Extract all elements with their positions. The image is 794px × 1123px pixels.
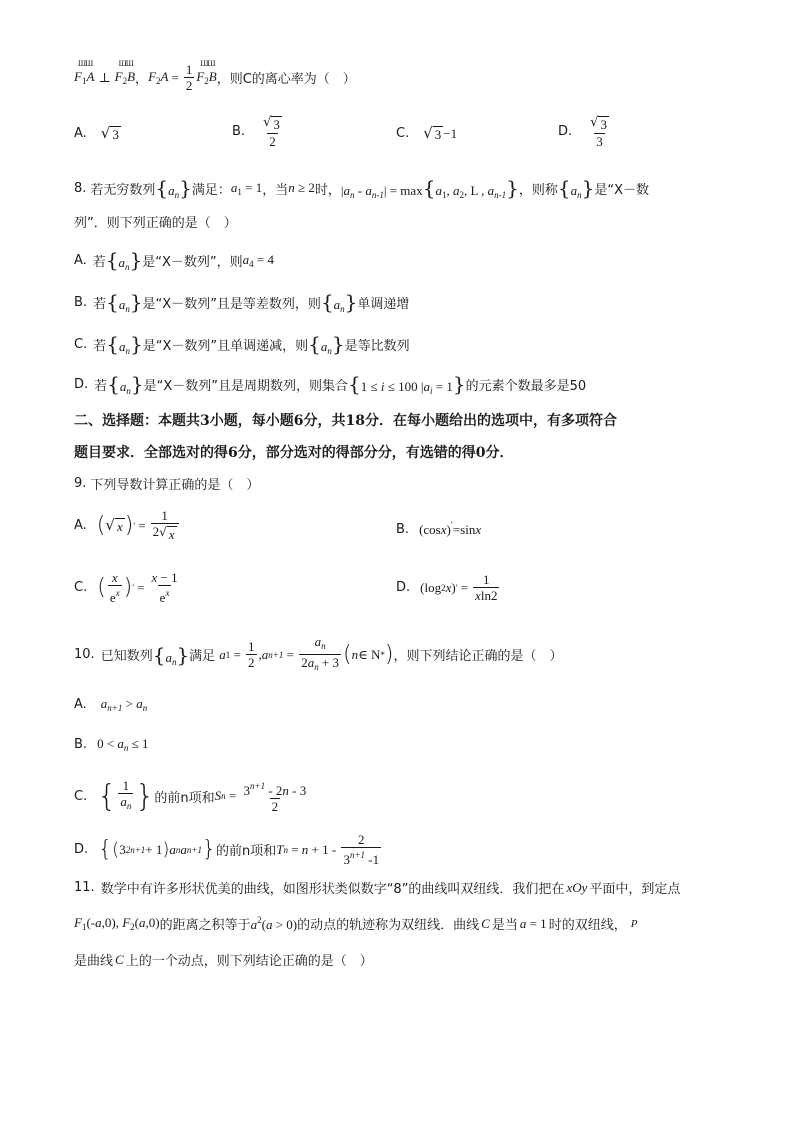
q10-option-a[interactable]: A. $a_{n+1} > a_n$	[74, 696, 148, 713]
comma: ，	[135, 72, 149, 87]
q8-option-c[interactable]: C. 若 $\{a_n\}$ 是“X－数列”且单调递减，则 $\{a_n\}$ 是等比数列	[74, 332, 410, 356]
q8-option-a[interactable]: A. 若 $\{a_n\}$ 是“X－数列”，则 $a_4 = 4$	[74, 248, 275, 272]
q7-stem-text: ，则C的离心率为（ ）	[216, 72, 356, 87]
q7-option-c[interactable]: C. √ 3 −1	[396, 124, 458, 142]
section2-heading-line1: 二、选择题：本题共3小题，每小题6分，共18分．在每小题给出的选项中，有多项符合	[74, 413, 617, 429]
q10-option-b[interactable]: B. $0 < a_n \le 1$	[74, 736, 149, 753]
q8-stem-line2: 列”．则下列正确的是（ ）	[74, 216, 237, 231]
sqrt-expression: √ 3	[423, 124, 442, 142]
q10-option-d[interactable]: D. { ( 3 2n+1 + 1 ) a n a n+1 } 的前n项和 T n = n + 1 - $\frac{2}{3^{n+1} -1}$	[74, 832, 380, 867]
q9-option-d[interactable]: D. (log 2 x ) ′ = $\frac{1}{xln2}$	[396, 572, 498, 603]
q11-line3: 是曲线 C 上的一个动点，则下列结论正确的是（ ）	[74, 951, 373, 969]
q7-option-d[interactable]: D. √ 3 3	[558, 114, 613, 149]
vector-arrow-marks: ШШ	[118, 59, 133, 68]
sqrt-expression: √ 3	[100, 124, 119, 142]
q8-option-d[interactable]: D. 若 $\{a_n\}$ 是“X－数列”且是周期数列，则集合 {1 ≤ i ≤ 100 $|a_i = 1$} 的元素个数最多是50	[74, 372, 587, 396]
q8-option-b[interactable]: B. 若 $\{a_n\}$ 是“X－数列”且是等差数列，则 $\{a_n\}$ 单调递增	[74, 290, 410, 314]
section2-heading-line2: 题目要求．全部选对的得6分，部分选对的得部分分，有选错的得0分．	[74, 445, 514, 461]
q10-stem: 10. 已知数列 $\{a_n\}$ 满足 a 1 = $\frac{1}{2}$ , a n+1 = $\frac{a_n}{2a_n + 3}$ ( n ∈ N * ) ，则下列结论正确的是（ ）	[74, 634, 563, 675]
q10-option-c[interactable]: C. { $\frac{1}{a_n}$ } 的前n项和 S n = $\frac{3^{n+1} - 2n - 3}{2}$	[74, 778, 307, 814]
fraction: √ 3 3	[590, 115, 607, 149]
q11-line1: 11. 数学中有许多形状优美的曲线，如图形状类似数字“8”的曲线叫双纽线．我们把在 xOy 平面中，到定点	[74, 879, 681, 897]
fraction-half: $\frac{1}{2}$	[185, 62, 193, 93]
vector-arrow-marks: ШШ	[200, 59, 215, 68]
q8-stem-line1: 8. 若无穷数列 $\{a_n\}$ 满足： $a_1 = 1$ ，当 n ≥ 2 时， $|a_n - a_{n-1}| = \max\{a_1$, $a_2$, L , $a_{n-1}$} ，则称 $\{a_n\}$ 是“X－数	[74, 176, 650, 200]
q7-option-a[interactable]: A. √ 3	[74, 124, 119, 142]
q9-option-c[interactable]: C. ( $\frac{x}{e^x}$ ) ′ = $\frac{x - 1}{e^x}$	[74, 570, 178, 605]
q7-condition-line: ШШ $F_1A$ ⊥ ШШ $F_2B$ ， $F_2A$ = $\frac{1}{2}$ ШШ $F_2B$ ，则C的离心率为（ ）	[74, 59, 356, 93]
q11-line2: $F_1(-a,0)$, $F_2(a,0)$ 的距离之积等于 $a^2(a > 0)$ 的动点的轨迹称为双纽线．曲线 C 是当 a = 1 时的双纽线， P	[74, 914, 638, 933]
q9-option-b[interactable]: B. (cosx)′=sinx	[396, 520, 482, 537]
fraction: √ 3 2	[263, 115, 280, 149]
q7-option-b[interactable]: B. √ 3 2	[232, 114, 286, 149]
vector-arrow-marks: ШШ	[78, 59, 93, 68]
q9-option-a[interactable]: A. ( √ x ) ′ = 1 2 √ x	[74, 508, 181, 543]
q9-stem: 9. 下列导数计算正确的是（ ）	[74, 476, 260, 493]
